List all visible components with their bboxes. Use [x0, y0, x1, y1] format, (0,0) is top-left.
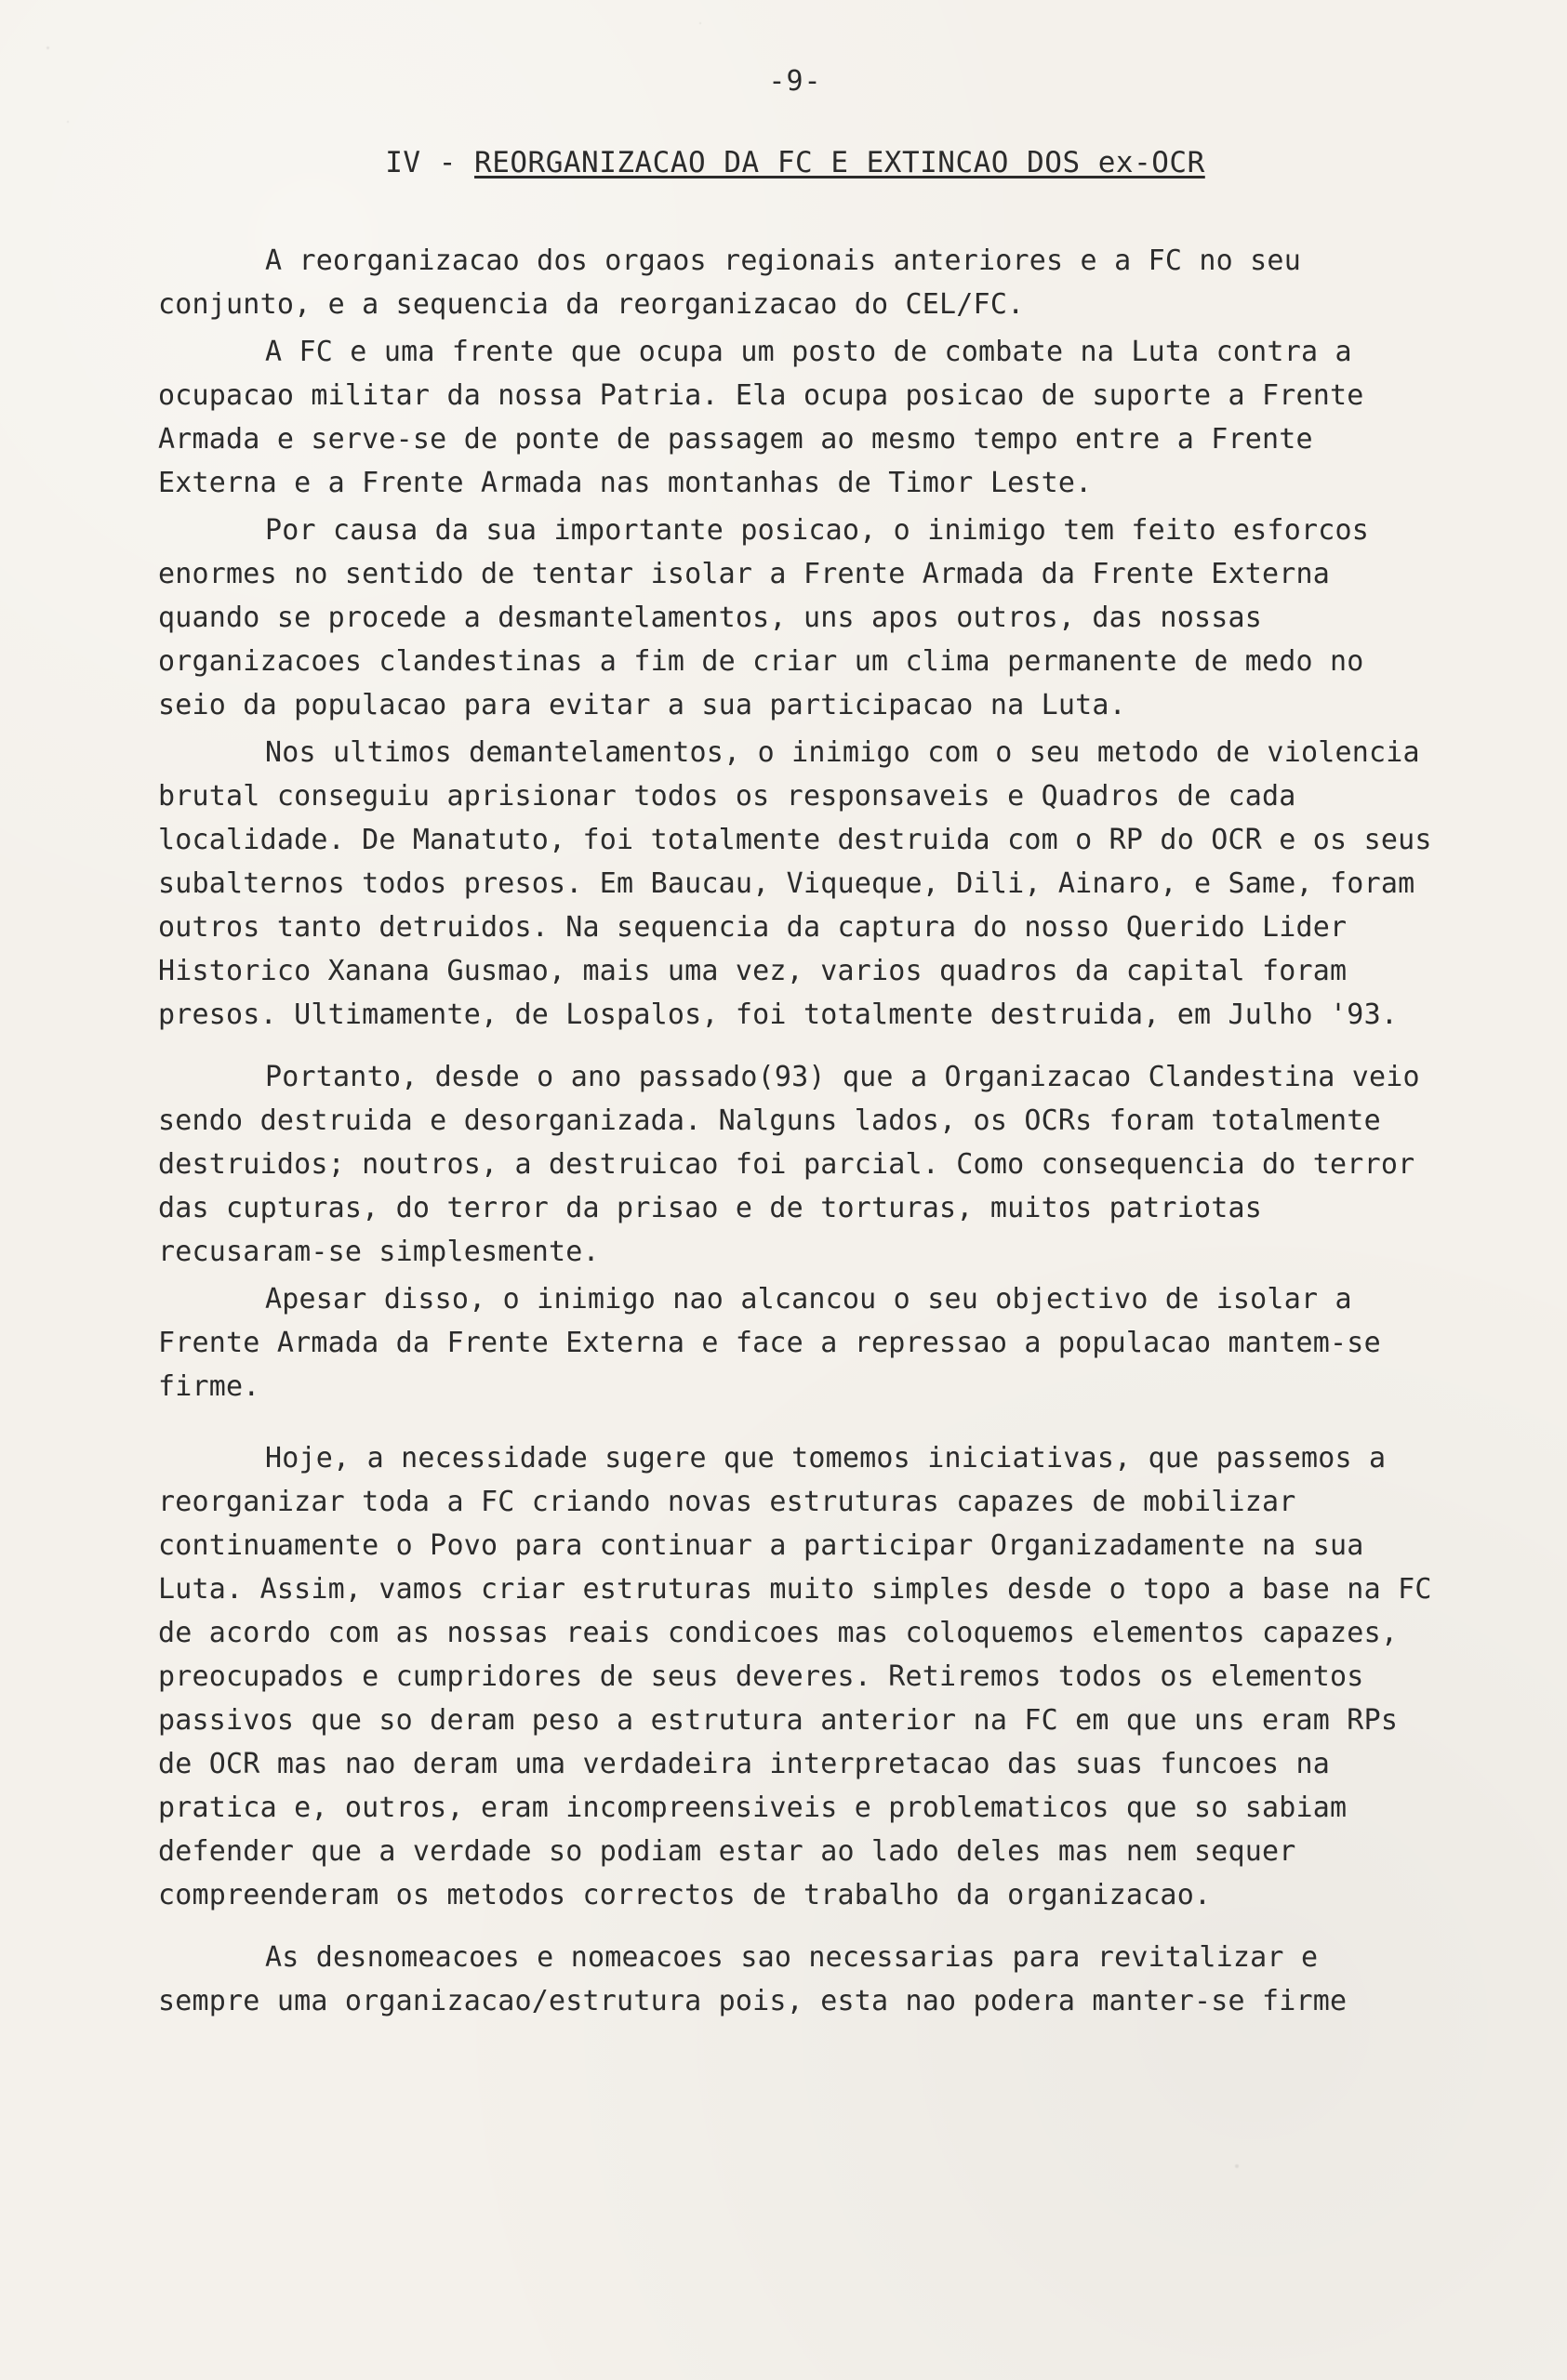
paragraph: As desnomeacoes e nomeacoes sao necessarias para revitalizar e sempre uma organizacao/estrutura pois, esta nao podera manter-se firme: [158, 1941, 1348, 2017]
document-content: [158, 65, 1432, 2315]
section-title-main: REORGANIZACAO DA FC E EXTINCAO DOS ex-OCR: [474, 146, 1205, 179]
page-number: -9-: [768, 65, 822, 98]
paragraph: Apesar disso, o inimigo nao alcancou o seu objectivo de isolar a Frente Armada da Frente Externa e face a repressao a populacao mantem-se firme.: [158, 1283, 1381, 1403]
paragraph: A reorganizacao dos orgaos regionais anteriores e a FC no seu conjunto, e a sequencia da reorganizacao do CEL/FC.: [158, 245, 1301, 321]
section-title-prefix: IV -: [385, 146, 475, 179]
paper-mark: [46, 46, 49, 49]
paragraph: Portanto, desde o ano passado(93) que a Organizacao Clandestina veio sendo destruida e desorganizada. Nalguns lados, os OCRs foram totalmente destruidos; noutros, a destruicao foi parcial. Como consequencia do terror das cupturas, do terror da prisao e de torturas, muitos patriotas recusaram-se simplesmente.: [158, 1061, 1420, 1268]
section-title: [158, 146, 1432, 179]
paragraph: Por causa da sua importante posicao, o inimigo tem feito esforcos enormes no sentido de tentar isolar a Frente Armada da Frente Externa quando se procede a desmantelamentos, uns apos outros, das nossas organizacoes clandestinas a fim de criar um clima permanente de medo no seio da populacao para evitar a sua participacao na Luta.: [158, 514, 1369, 721]
paragraph: Hoje, a necessidade sugere que tomemos iniciativas, que passemos a reorganizar toda a FC criando novas estruturas capazes de mobilizar continuamente o Povo para continuar a participar Organizadamente na sua Luta. Assim, vamos criar estruturas muito simples desde o topo a base na FC de acordo com as nossas reais condicoes mas coloquemos elementos capazes, preocupados e cumpridores de seus deveres. Retiremos todos os elementos passivos que so deram peso a estrutura anterior na FC em que uns eram RPs de OCR mas nao deram uma verdadeira interpretacao das suas funcoes na pratica e, outros, eram incompreensiveis e problematicos que so sabiam defender que a verdade so podiam estar ao lado deles mas nem sequer compreenderam os metodos correctos de trabalho da organizacao.: [158, 1442, 1432, 1911]
paper-mark: [67, 121, 69, 123]
paragraph: Nos ultimos demantelamentos, o inimigo com o seu metodo de violencia brutal conseguiu aprisionar todos os responsaveis e Quadros de cada localidade. De Manatuto, foi totalmente destruida com o RP do OCR e os seus subalternos todos presos. Em Baucau, Viqueque, Dili, Ainaro, e Same, foram outros tanto detruidos. Na sequencia da captura do nosso Querido Lider Historico Xanana Gusmao, mais uma vez, varios quadros da capital foram presos. Ultimamente, de Lospalos, foi totalmente destruida, em Julho '93.: [158, 736, 1432, 1031]
paper-mark: [699, 22, 701, 24]
paragraph: A FC e uma frente que ocupa um posto de combate na Luta contra a ocupacao militar da nossa Patria. Ela ocupa posicao de suporte a Frente Armada e serve-se de ponte de passagem ao mesmo tempo entre a Frente Externa e a Frente Armada nas montanhas de Timor Leste.: [158, 336, 1364, 499]
